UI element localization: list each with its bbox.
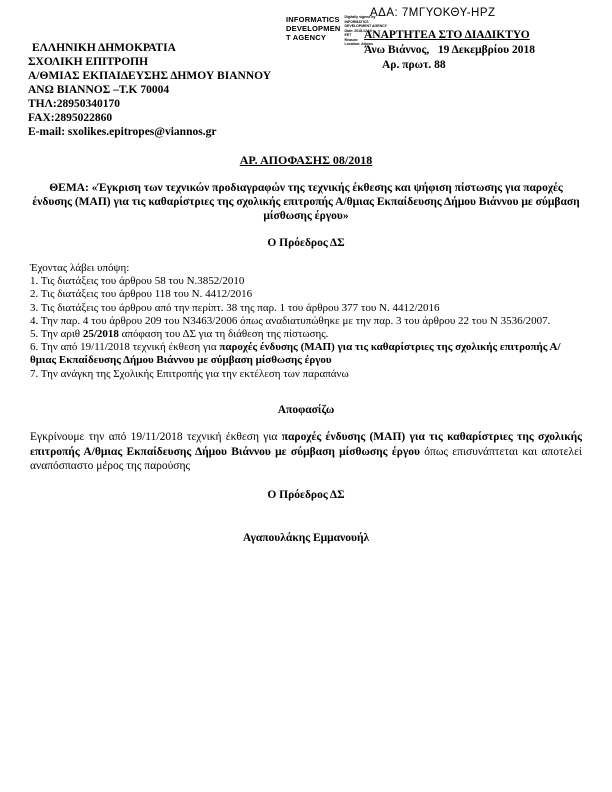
protocol-number: Αρ. πρωτ. 88 xyxy=(382,59,446,71)
text-line: INFORMATICS xyxy=(344,19,369,24)
consideration-item: 2. Τις διατάξεις του άρθρου 118 του Ν. 4412/2016 xyxy=(30,288,253,301)
president-heading: Ο Πρόεδρος ΔΣ xyxy=(267,237,345,249)
text-line: INFORMATICS xyxy=(286,15,340,24)
letterhead xyxy=(28,41,328,139)
text-line: ΤΗΛ:28950340170 xyxy=(28,98,120,110)
signer-name: Αγαπουλάκης Εμμανουήλ xyxy=(242,532,370,544)
subject-paragraph: ΘΕΜΑ: «Έγκριση των τεχνικών προδιαγραφών της τεχνικής έκθεσης και ψήφιση πίστωσης για παροχές ένδυσης (ΜΑΠ) για τις καθαρίστριες της σχολικής επιτροπής Α/θμιας Εκπαίδευσης Δήμου Βιάννου με σύμβαση μίσθωσης έργου» xyxy=(32,182,580,222)
posted-online-label: ΑΝΑΡΤΗΤΕΑ ΣΤΟ ΔΙΑΔΙΚΤΥΟ xyxy=(364,29,530,41)
consideration-item: 6. Την από 19/11/2018 τεχνική έκθεση για παροχές ένδυσης (ΜΑΠ) για τις καθαρίστριες της σχολικής επιτροπής Α/θμιας Εκπαίδευσης Δήμου Βιάννου με σύμβαση μίσθωσης έργου xyxy=(30,341,561,367)
text-line: Location: Athens xyxy=(344,42,373,46)
text-line: Digitally signed by xyxy=(344,15,376,19)
consideration-item: 1. Τις διατάξεις του άρθρου 58 του Ν.3852/2010 xyxy=(30,275,245,288)
considerations-list xyxy=(30,275,582,381)
place-and-date: Άνω Βιάννος, 19 Δεκεμβρίου 2018 xyxy=(364,44,535,56)
ada-code: ΑΔΑ: 7ΜΓΥΟΚΘΥ-ΗΡΖ xyxy=(370,7,496,19)
text-line: FAX:2895022860 xyxy=(28,112,113,124)
text-line: Date: 2018.12.19 xyxy=(344,28,372,33)
text-line: ΣΧΟΛΙΚΗ ΕΠΙΤΡΟΠΗ xyxy=(28,56,149,68)
text-line: DEVELOPMENT AGENCY xyxy=(344,24,387,28)
text-line: ΕΛΛΗΝΙΚΗ ΔΗΜΟΚΡΑΤΙΑ xyxy=(32,42,176,54)
considerations-intro: Έχοντας λάβει υπόψη: xyxy=(30,262,130,274)
text-line: ΑΝΩ ΒΙΑΝΝΟΣ –Τ.Κ 70004 xyxy=(28,84,170,96)
considerations-section xyxy=(30,262,582,381)
consideration-item: 4. Την παρ. 4 του άρθρου 209 του Ν3463/2006 όπως αναδιατυπώθηκε με την παρ. 3 του άρθρου 22 του Ν 3536/2007. xyxy=(30,314,551,327)
decision-number-heading: ΑΡ. ΑΠΟΦΑΣΗΣ 08/2018 xyxy=(239,153,373,167)
consideration-item: 5. Την αριθ 25/2018 απόφαση του ΔΣ για τη διάθεση της πίστωσης. xyxy=(30,328,329,341)
consideration-item: 3. Τις διατάξεις του άρθρου από την περίπτ. 38 της παρ. 1 του άρθρου 377 του Ν. 4412/2016 xyxy=(30,301,440,314)
right-header-block xyxy=(364,28,574,73)
consideration-item: 7. Την ανάγκη της Σχολικής Επιτροπής για την εκτέλεση των παραπάνω xyxy=(30,367,349,380)
decision-paragraph: Εγκρίνουμε την από 19/11/2018 τεχνική έκθεση για παροχές ένδυσης (ΜΑΠ) για τις καθαρίστριες της σχολικής επιτροπής Α/θμιας Εκπαίδευσης Δήμου Βιάννου με σύμβαση μίσθωσης έργου όπως επισυνάπτεται και αποτελεί αναπόσπαστο μέρος της παρούσης xyxy=(30,431,582,473)
text-line: EET xyxy=(344,33,352,37)
text-line: T AGENCY xyxy=(286,33,327,42)
signature-title: Ο Πρόεδρος ΔΣ xyxy=(267,489,345,501)
decide-heading: Αποφασίζω xyxy=(277,404,335,416)
text-line: DEVELOPMEN xyxy=(286,24,341,33)
text-line: Reason: xyxy=(344,37,359,42)
text-line: Α/ΘΜΙΑΣ ΕΚΠΑΙΔΕΥΣΗΣ ΔΗΜΟΥ ΒΙΑΝΝΟΥ xyxy=(28,70,272,82)
text-line: E-mail: sxolikes.epitropes@viannos.gr xyxy=(28,126,217,138)
